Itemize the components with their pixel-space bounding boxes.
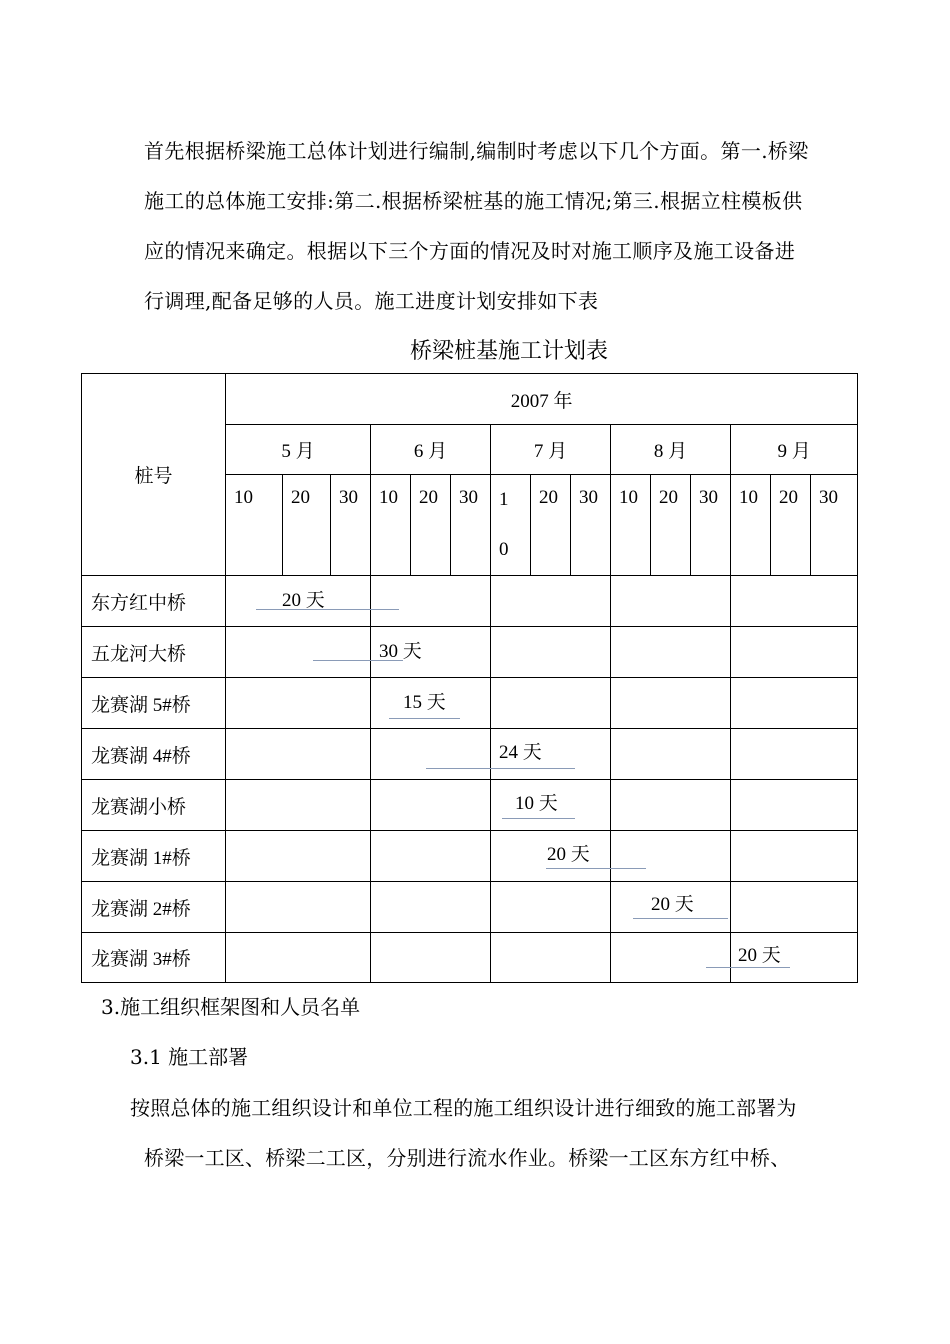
table-title: 桥梁桩基施工计划表 <box>409 339 608 364</box>
schedule-bar-label: 20 天 <box>282 590 325 611</box>
table-row <box>82 780 858 831</box>
intro-line-3: 应的情况来确定。根据以下三个方面的情况及时对施工顺序及施工设备进 <box>144 239 796 263</box>
schedule-bar-label: 20 天 <box>738 945 781 966</box>
table-row <box>82 933 858 983</box>
pile-schedule-table <box>81 373 858 983</box>
month-header-august: 8 月 <box>611 425 731 475</box>
day-cell: 20 <box>411 475 451 576</box>
schedule-bar-label: 30 天 <box>379 641 422 662</box>
pile-name: 龙赛湖小桥 <box>82 780 226 831</box>
day-cell: 30 <box>571 475 611 576</box>
section-line-2: 桥梁一工区、桥梁二工区，分别进行流水作业。桥梁一工区东方红中桥、 <box>144 1146 791 1170</box>
table-row <box>82 882 858 933</box>
table-row <box>82 576 858 627</box>
pile-header: 桩号 <box>82 374 226 576</box>
pile-name: 龙赛湖 2#桥 <box>82 882 226 933</box>
day-cell: 20 <box>771 475 811 576</box>
day-cell: 30 <box>811 475 858 576</box>
day-cell: 20 <box>283 475 331 576</box>
section-line-1: 按照总体的施工组织设计和单位工程的施工组织设计进行细致的施工部署为 <box>130 1096 797 1120</box>
pile-name: 龙赛湖 5#桥 <box>82 678 226 729</box>
pile-name: 龙赛湖 3#桥 <box>82 933 226 983</box>
pile-name: 龙赛湖 4#桥 <box>82 729 226 780</box>
table-row <box>82 729 858 780</box>
day-cell: 10 <box>731 475 771 576</box>
pile-name: 东方红中桥 <box>82 576 226 627</box>
section-heading: 3.施工组织框架图和人员名单 <box>101 995 361 1019</box>
year-header: 2007 年 <box>226 374 858 425</box>
intro-line-4: 行调理,配备足够的人员。施工进度计划安排如下表 <box>144 289 599 313</box>
schedule-bar-label: 15 天 <box>403 692 446 713</box>
day-cell: 30 <box>691 475 731 576</box>
day-cell: 30 <box>331 475 371 576</box>
table-row <box>82 678 858 729</box>
day-cell: 10 <box>371 475 411 576</box>
month-header-september: 9 月 <box>731 425 858 475</box>
day-cell: 30 <box>451 475 491 576</box>
day-cell: 20 <box>651 475 691 576</box>
day-cell: 10 <box>611 475 651 576</box>
pile-name: 五龙河大桥 <box>82 627 226 678</box>
intro-line-2: 施工的总体施工安排:第二.根据桥梁桩基的施工情况;第三.根据立柱模板供 <box>144 189 803 213</box>
month-header-may: 5 月 <box>226 425 371 475</box>
subsection-heading: 3.1 施工部署 <box>130 1045 249 1069</box>
table-row <box>82 831 858 882</box>
schedule-bar-label: 10 天 <box>515 793 558 814</box>
month-header-july: 7 月 <box>491 425 611 475</box>
month-header-june: 6 月 <box>371 425 491 475</box>
day-cell: 1 0 <box>491 475 531 576</box>
schedule-bar-label: 20 天 <box>547 844 590 865</box>
intro-line-1: 首先根据桥梁施工总体计划进行编制,编制时考虑以下几个方面。第一.桥梁 <box>144 139 809 163</box>
schedule-bar-label: 20 天 <box>651 894 694 915</box>
table-row <box>82 627 858 678</box>
pile-name: 龙赛湖 1#桥 <box>82 831 226 882</box>
schedule-bar-label: 24 天 <box>499 742 542 763</box>
day-cell: 20 <box>531 475 571 576</box>
day-cell: 10 <box>226 475 283 576</box>
